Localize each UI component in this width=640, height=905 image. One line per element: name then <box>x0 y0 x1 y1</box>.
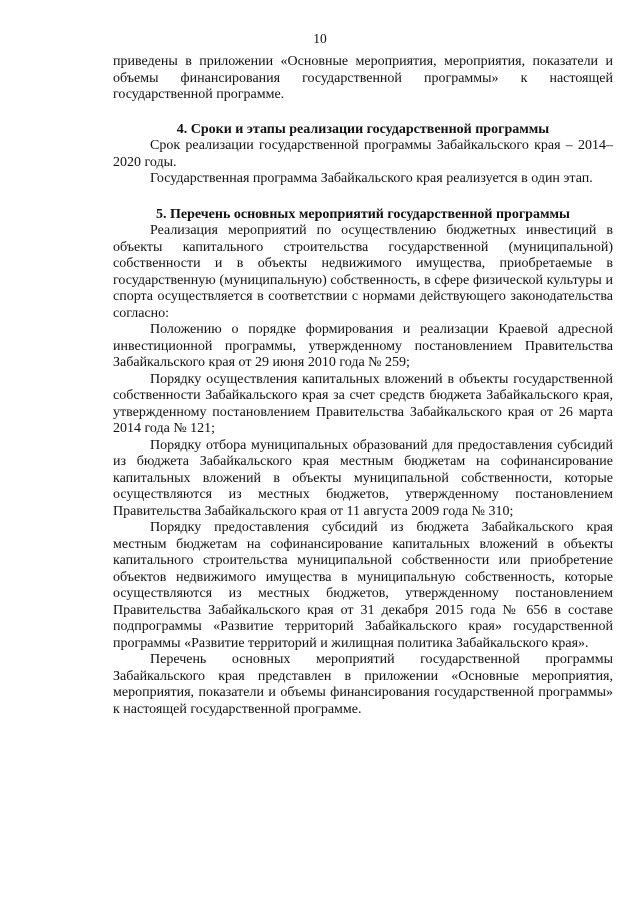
paragraph-regulation-310: Порядку отбора муниципальных образований для предоставления субсидий из бюджета Забайкальского края местным бюджетам на софинансирование капитальных вложений в объекты муниципальной собственности, которые осуществляются из местных бюджетов, утвержденному постановлением Правительства Забайкальского края от 11 августа 2009 года № 310; <box>113 437 613 519</box>
section-5-heading: 5. Перечень основных мероприятий государственной программы <box>156 206 570 222</box>
page-number: 10 <box>313 31 327 46</box>
paragraph-single-stage: Государственная программа Забайкальского края реализуется в один этап. <box>150 171 593 186</box>
paragraph-implementation-period: Срок реализации государственной программы Забайкальского края – 2014–2020 годы. <box>113 138 613 170</box>
section-4-heading: 4. Сроки и этапы реализации государственной программы <box>176 121 550 137</box>
paragraph-regulation-121: Порядку осуществления капитальных вложений в объекты государственной собственности Забайкальского края за счет средств бюджета Забайкальского края, утвержденному постановлением Правительства Забайкальского края от 26 марта 2014 года № 121; <box>113 371 613 436</box>
paragraph-appendix-reference: приведены в приложении «Основные мероприятия, мероприятия, показатели и объемы финансирования государственной программы» к настоящей государственной программе. <box>113 54 613 102</box>
document-body <box>113 54 613 718</box>
paragraph-investment-implementation: Реализация мероприятий по осуществлению бюджетных инвестиций в объекты капитального строительства государственной (муниципальной) собственности и в объекты недвижимого имущества, приобретаемые в государственную (муниципальную) собственность, в сфере физической культуры и спорта осуществляется в соответствии с нормами действующего законодательства согласно: <box>113 223 613 321</box>
paragraph-regulation-656: Порядку предоставления субсидий из бюджета Забайкальского края местным бюджетам на софинансирование капитальных вложений в объекты капитального строительства муниципальной собственности или приобретение объектов недвижимого имущества в муниципальную собственность, которые осуществляются из местных бюджетов, утвержденному постановлением Правительства Забайкальского края от 31 декабря 2015 года № 656 в составе подпрограммы «Развитие территорий Забайкальского края» государственной программы «Развитие территорий и жилищная политика Забайкальского края». <box>113 520 613 651</box>
paragraph-main-activities-list: Перечень основных мероприятий государственной программы Забайкальского края представлен в приложении «Основные мероприятия, мероприятия, показатели и объемы финансирования государственной программы» к настоящей государственной программе. <box>113 652 613 717</box>
paragraph-regulation-259: Положению о порядке формирования и реализации Краевой адресной инвестиционной программы, утвержденному постановлением Правительства Забайкальского края от 29 июня 2010 года № 259; <box>113 322 613 370</box>
